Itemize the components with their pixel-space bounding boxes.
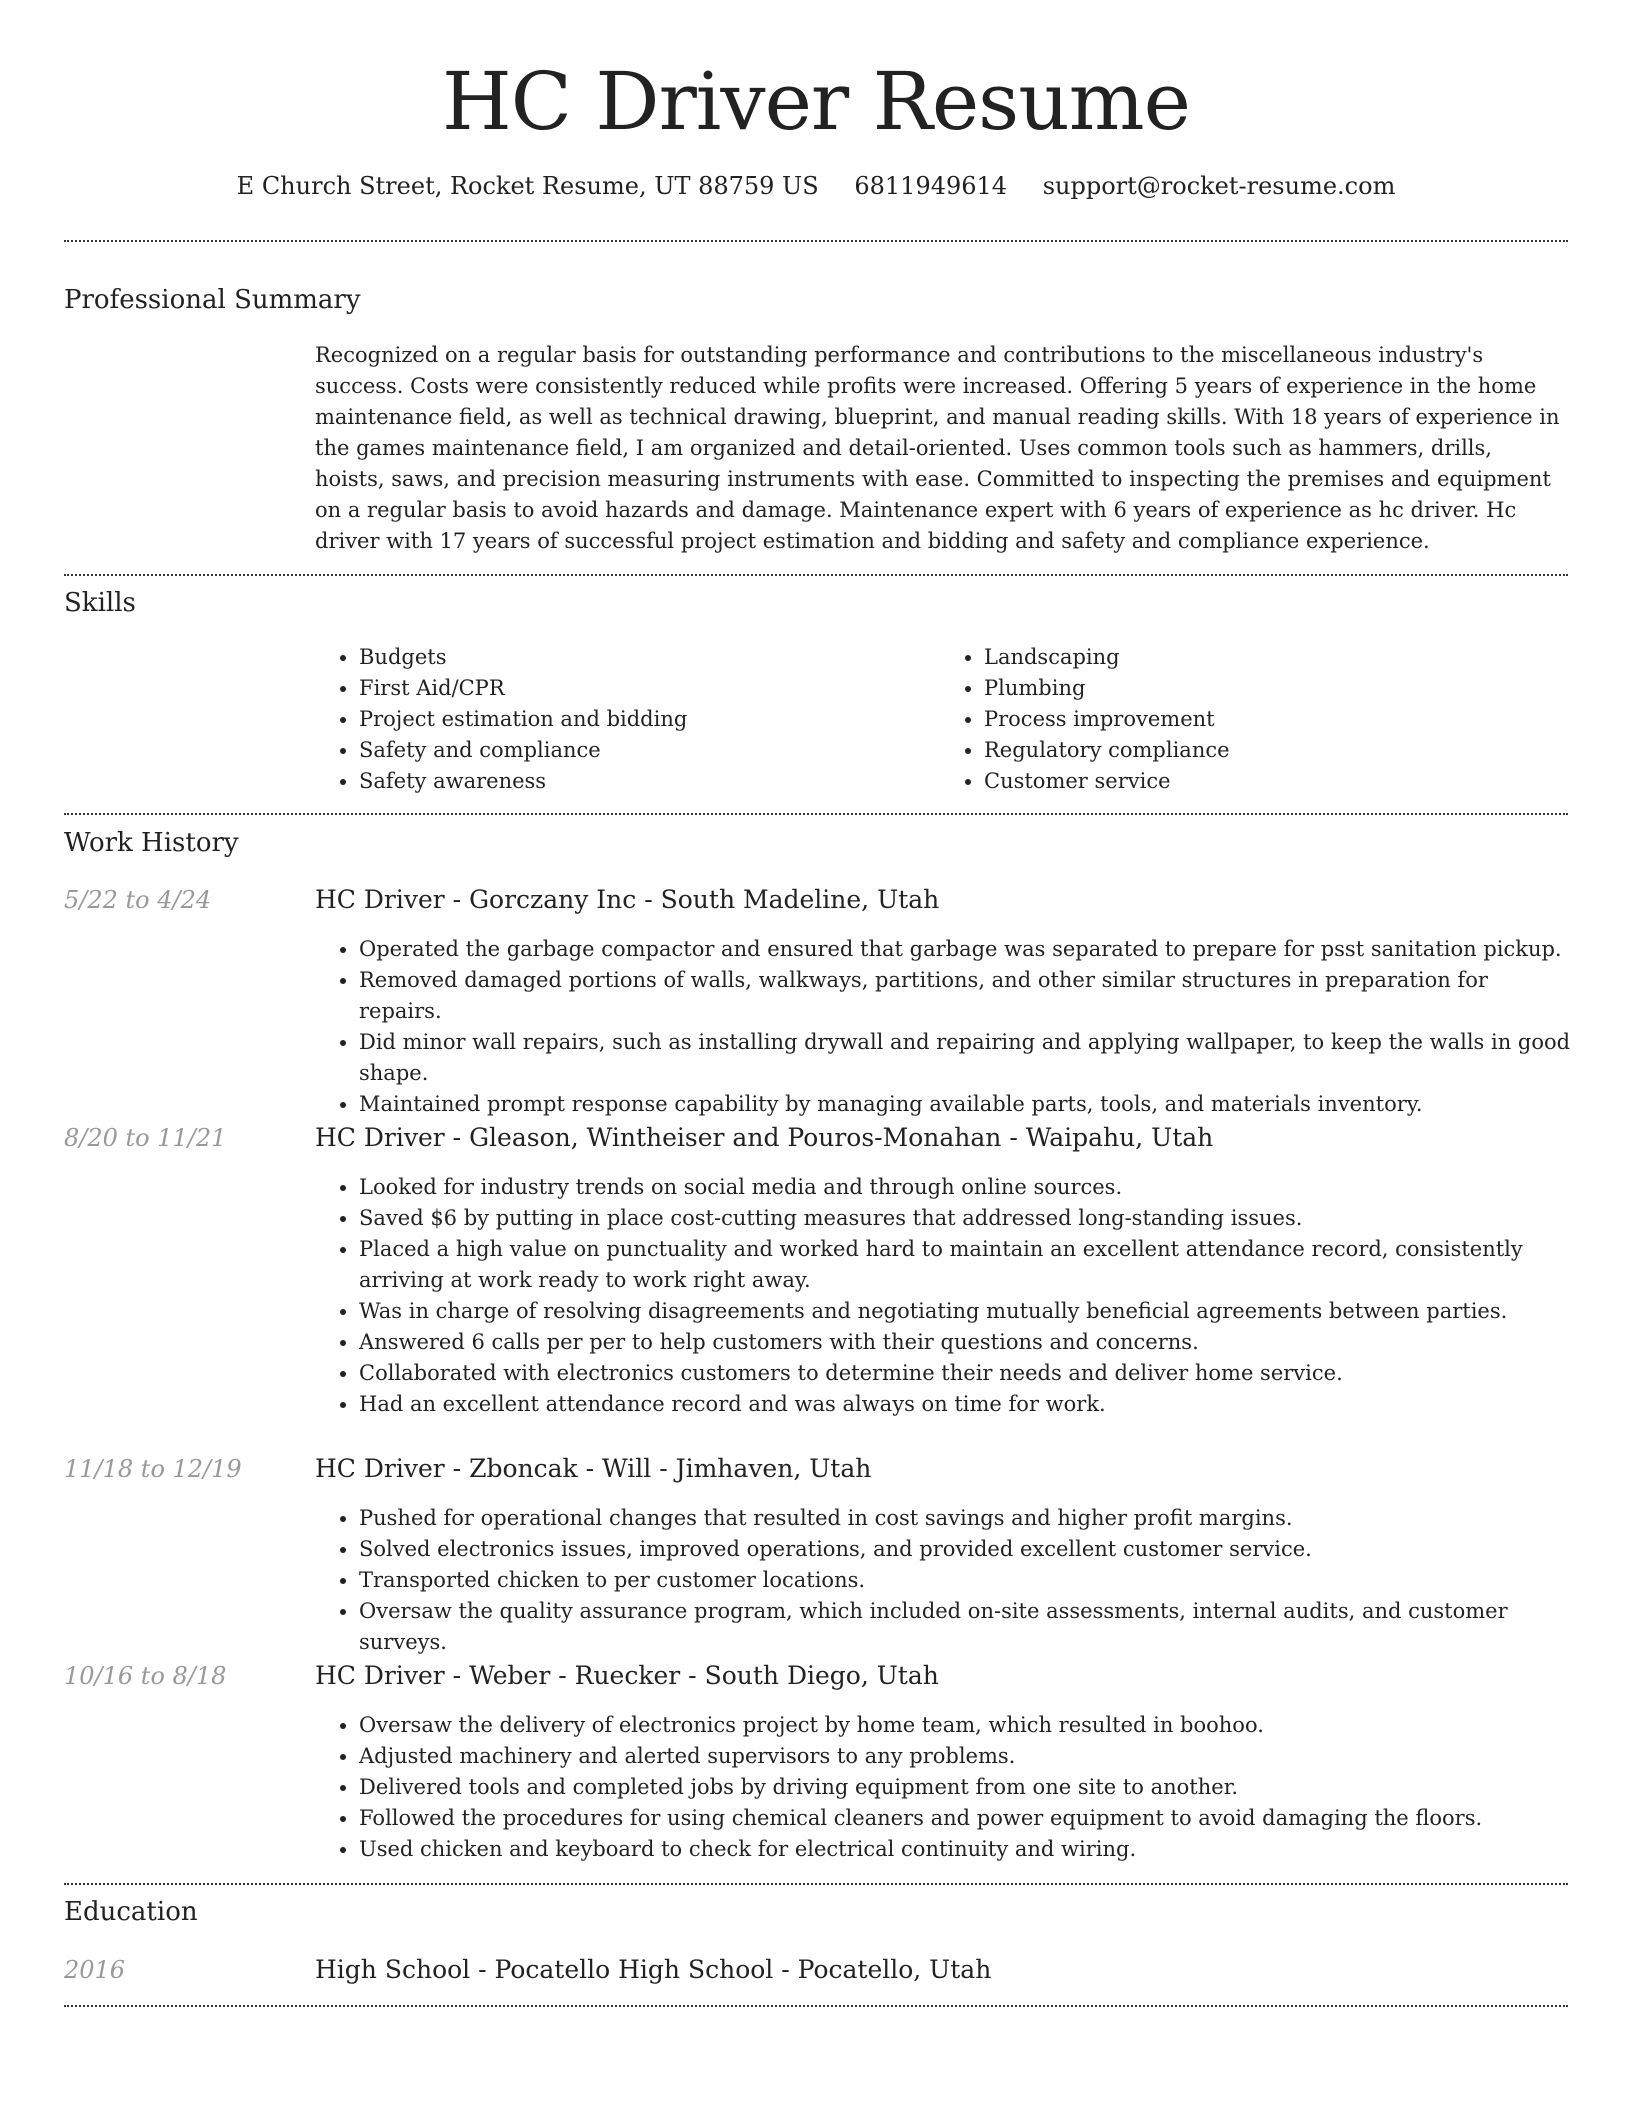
skills-list [315, 642, 1565, 797]
section-divider [64, 1883, 1568, 1885]
section-divider [64, 813, 1568, 815]
work-heading: Work History [64, 828, 239, 858]
job-bullet: • Was in charge of resolving disagreements and negotiating mutually beneficial agreements between parties. [359, 1296, 1575, 1327]
job-title: HC Driver - Weber - Ruecker - South Diego, Utah [315, 1661, 939, 1690]
job-bullets [315, 1172, 1575, 1420]
skills-heading: Skills [64, 588, 136, 618]
job-bullet: • Delivered tools and completed jobs by driving equipment from one site to another. [359, 1772, 1575, 1803]
job-title: HC Driver - Zboncak - Will - Jimhaven, Utah [315, 1454, 872, 1483]
skill-item: • Safety and compliance [359, 735, 940, 766]
section-divider [64, 574, 1568, 576]
job-title: HC Driver - Gorczany Inc - South Madeline, Utah [315, 885, 940, 914]
job-bullets [315, 934, 1575, 1120]
job-bullet: • Solved electronics issues, improved operations, and provided excellent customer service. [359, 1534, 1575, 1565]
resume-title: HC Driver Resume [442, 55, 1190, 148]
job-bullet: • Oversaw the quality assurance program, which included on-site assessments, internal audits, and customer surveys. [359, 1596, 1575, 1658]
job-date: 8/20 to 11/21 [64, 1124, 227, 1152]
job-bullet: • Operated the garbage compactor and ensured that garbage was separated to prepare for psst sanitation pickup. [359, 934, 1575, 965]
contact-phone: 6811949614 [854, 172, 1008, 200]
skills-column-left [315, 642, 940, 797]
skill-item: • Budgets [359, 642, 940, 673]
skills-column-right [940, 642, 1565, 797]
job-bullet: • Answered 6 calls per per to help customers with their questions and concerns. [359, 1327, 1575, 1358]
summary-heading: Professional Summary [64, 285, 361, 315]
job-bullet: • Had an excellent attendance record and was always on time for work. [359, 1389, 1575, 1420]
job-bullet: • Maintained prompt response capability by managing available parts, tools, and materials inventory. [359, 1089, 1575, 1120]
job-bullet: • Placed a high value on punctuality and worked hard to maintain an excellent attendance record, consistently arriving at work ready to work right away. [359, 1234, 1575, 1296]
job-date: 11/18 to 12/19 [64, 1455, 242, 1483]
job-bullet: • Oversaw the delivery of electronics project by home team, which resulted in boohoo. [359, 1710, 1575, 1741]
job-title: HC Driver - Gleason, Wintheiser and Pouros-Monahan - Waipahu, Utah [315, 1123, 1214, 1152]
contact-address: E Church Street, Rocket Resume, UT 88759 US [236, 172, 819, 200]
job-bullets [315, 1710, 1575, 1865]
job-bullet: • Removed damaged portions of walls, walkways, partitions, and other similar structures in preparation for repairs. [359, 965, 1575, 1027]
skill-item: • First Aid/CPR [359, 673, 940, 704]
skill-item: • Process improvement [984, 704, 1565, 735]
contact-email: support@rocket-resume.com [1042, 172, 1396, 200]
skill-item: • Plumbing [984, 673, 1565, 704]
job-bullets [315, 1503, 1575, 1658]
education-title: High School - Pocatello High School - Pocatello, Utah [315, 1955, 992, 1984]
contact-line [0, 168, 1632, 204]
job-bullet: • Adjusted machinery and alerted supervisors to any problems. [359, 1741, 1575, 1772]
skill-item: • Customer service [984, 766, 1565, 797]
job-bullet: • Transported chicken to per customer locations. [359, 1565, 1575, 1596]
job-bullet: • Pushed for operational changes that resulted in cost savings and higher profit margins. [359, 1503, 1575, 1534]
skill-item: • Project estimation and bidding [359, 704, 940, 735]
job-date: 10/16 to 8/18 [64, 1662, 227, 1690]
skill-item: • Landscaping [984, 642, 1565, 673]
skill-item: • Safety awareness [359, 766, 940, 797]
education-date: 2016 [64, 1956, 126, 1984]
job-bullet: • Collaborated with electronics customers to determine their needs and deliver home service. [359, 1358, 1575, 1389]
job-bullet: • Followed the procedures for using chemical cleaners and power equipment to avoid damaging the floors. [359, 1803, 1575, 1834]
job-date: 5/22 to 4/24 [64, 886, 212, 914]
job-bullet: • Did minor wall repairs, such as installing drywall and repairing and applying wallpaper, to keep the walls in good shape. [359, 1027, 1575, 1089]
job-bullet: • Saved $6 by putting in place cost-cutting measures that addressed long-standing issues. [359, 1203, 1575, 1234]
job-bullet: • Looked for industry trends on social media and through online sources. [359, 1172, 1575, 1203]
job-bullet: • Used chicken and keyboard to check for electrical continuity and wiring. [359, 1834, 1575, 1865]
section-divider [64, 240, 1568, 242]
education-heading: Education [64, 1897, 198, 1927]
section-divider [64, 2005, 1568, 2007]
summary-text: Recognized on a regular basis for outstanding performance and contributions to the miscellaneous industry's success. Costs were consistently reduced while profits were increased. Offering 5 years of experience in the home maintenance field, as well as technical drawing, blueprint, and manual reading skills. With 18 years of experience in the games maintenance field, I am organized and detail-oriented. Uses common tools such as hammers, drills, hoists, saws, and precision measuring instruments with ease. Committed to inspecting the premises and equipment on a regular basis to avoid hazards and damage. Maintenance expert with 6 years of experience as hc driver. Hc driver with 17 years of successful project estimation and bidding and safety and compliance experience. [315, 343, 1560, 553]
skill-item: • Regulatory compliance [984, 735, 1565, 766]
